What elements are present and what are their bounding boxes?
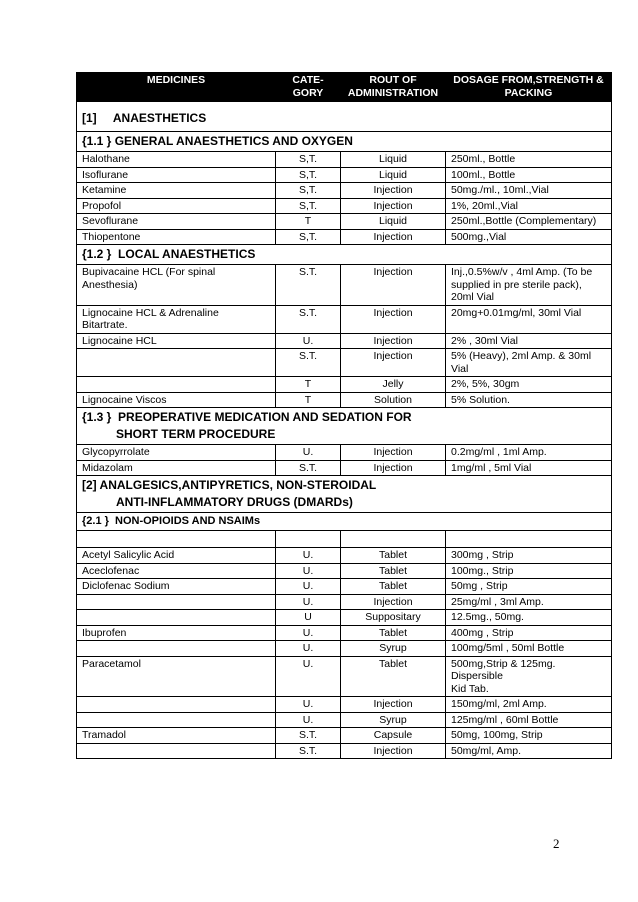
table-row bbox=[77, 712, 612, 728]
medicine-name-cell: Midazolam bbox=[77, 460, 276, 476]
route-cell: Injection bbox=[341, 594, 446, 610]
route-cell: Injection bbox=[341, 697, 446, 713]
route-cell: Liquid bbox=[341, 167, 446, 183]
route-cell: Syrup bbox=[341, 641, 446, 657]
category-cell: U. bbox=[276, 594, 341, 610]
medicines-table bbox=[76, 72, 612, 759]
category-cell: U. bbox=[276, 697, 341, 713]
route-cell: Injection bbox=[341, 229, 446, 245]
table-row bbox=[77, 167, 612, 183]
dosage-cell: 25mg/ml , 3ml Amp. bbox=[446, 594, 612, 610]
subsection-heading: {2.1 } NON-OPIOIDS AND NSAIMs bbox=[77, 513, 612, 531]
subsection-row bbox=[77, 513, 612, 531]
table-row bbox=[77, 641, 612, 657]
route-cell: Liquid bbox=[341, 152, 446, 168]
spacer-cell bbox=[276, 531, 341, 548]
category-cell: T bbox=[276, 392, 341, 408]
header-medicines: MEDICINES bbox=[77, 73, 276, 102]
route-cell: Suppositary bbox=[341, 610, 446, 626]
route-cell: Injection bbox=[341, 305, 446, 333]
section-row bbox=[77, 476, 612, 513]
table-row bbox=[77, 349, 612, 377]
table-row bbox=[77, 198, 612, 214]
category-cell: S.T. bbox=[276, 305, 341, 333]
dosage-cell: 5% (Heavy), 2ml Amp. & 30ml Vial bbox=[446, 349, 612, 377]
table-row bbox=[77, 579, 612, 595]
dosage-cell: 500mg.,Vial bbox=[446, 229, 612, 245]
spacer-cell bbox=[446, 531, 612, 548]
route-cell: Tablet bbox=[341, 548, 446, 564]
medicine-name-cell bbox=[77, 349, 276, 377]
category-cell: S.T. bbox=[276, 460, 341, 476]
local-anaesthetics-group bbox=[77, 265, 612, 408]
category-cell: U. bbox=[276, 333, 341, 349]
spacer-cell bbox=[341, 531, 446, 548]
table-row bbox=[77, 610, 612, 626]
medicine-name-cell: Ibuprofen bbox=[77, 625, 276, 641]
category-cell: U. bbox=[276, 641, 341, 657]
medicine-name-cell: Acetyl Salicylic Acid bbox=[77, 548, 276, 564]
section-row bbox=[77, 132, 612, 152]
dosage-cell: 0.2mg/ml , 1ml Amp. bbox=[446, 445, 612, 461]
route-cell: Syrup bbox=[341, 712, 446, 728]
route-cell: Tablet bbox=[341, 563, 446, 579]
medicine-name-cell: Isoflurane bbox=[77, 167, 276, 183]
table-row bbox=[77, 152, 612, 168]
category-cell: S,T. bbox=[276, 152, 341, 168]
route-cell: Injection bbox=[341, 198, 446, 214]
header-route: ROUT OF ADMINISTRATION bbox=[341, 73, 446, 102]
page-number: 2 bbox=[553, 836, 560, 851]
route-cell: Solution bbox=[341, 392, 446, 408]
route-cell: Injection bbox=[341, 183, 446, 199]
table-row bbox=[77, 548, 612, 564]
medicine-name-cell: Aceclofenac bbox=[77, 563, 276, 579]
category-cell: U. bbox=[276, 712, 341, 728]
header-dosage: DOSAGE FROM,STRENGTH & PACKING bbox=[446, 73, 612, 102]
section-heading-line2: SHORT TERM PROCEDURE bbox=[116, 427, 276, 441]
medicine-name-cell: Lignocaine HCL & Adrenaline Bitartrate. bbox=[77, 305, 276, 333]
table-row bbox=[77, 183, 612, 199]
dosage-cell: 2%, 5%, 30gm bbox=[446, 377, 612, 393]
section-heading-line2: ANTI-INFLAMMATORY DRUGS (DMARDs) bbox=[116, 495, 353, 509]
route-cell: Injection bbox=[341, 460, 446, 476]
route-cell: Injection bbox=[341, 265, 446, 306]
header-category: CATE- GORY bbox=[276, 73, 341, 102]
section-heading bbox=[77, 476, 612, 513]
table-row bbox=[77, 625, 612, 641]
table-row bbox=[77, 563, 612, 579]
medicine-name-cell bbox=[77, 641, 276, 657]
dosage-cell: 50mg, 100mg, Strip bbox=[446, 728, 612, 744]
table-row bbox=[77, 743, 612, 759]
medicine-name-cell: Diclofenac Sodium bbox=[77, 579, 276, 595]
category-cell: S,T. bbox=[276, 198, 341, 214]
route-cell: Tablet bbox=[341, 579, 446, 595]
table-row bbox=[77, 460, 612, 476]
medicine-name-cell: Bupivacaine HCL (For spinal Anesthesia) bbox=[77, 265, 276, 306]
medicine-name-cell: Sevoflurane bbox=[77, 214, 276, 230]
section-heading: {1.2 } LOCAL ANAESTHETICS bbox=[77, 245, 612, 265]
spacer-cell bbox=[77, 531, 276, 548]
route-cell: Injection bbox=[341, 743, 446, 759]
medicine-name-cell: Lignocaine HCL bbox=[77, 333, 276, 349]
route-cell: Liquid bbox=[341, 214, 446, 230]
table-row bbox=[77, 333, 612, 349]
medicine-name-cell bbox=[77, 743, 276, 759]
dosage-cell: 2% , 30ml Vial bbox=[446, 333, 612, 349]
category-cell: S,T. bbox=[276, 167, 341, 183]
medicine-name-cell: Thiopentone bbox=[77, 229, 276, 245]
category-cell: U. bbox=[276, 563, 341, 579]
dosage-cell: 1mg/ml , 5ml Vial bbox=[446, 460, 612, 476]
section-row bbox=[77, 245, 612, 265]
general-anaesthetics-group bbox=[77, 152, 612, 245]
dosage-cell: 1%, 20ml.,Vial bbox=[446, 198, 612, 214]
route-cell: Injection bbox=[341, 349, 446, 377]
route-cell: Tablet bbox=[341, 656, 446, 697]
section-row bbox=[77, 408, 612, 445]
dosage-cell: 300mg , Strip bbox=[446, 548, 612, 564]
medicine-name-cell: Ketamine bbox=[77, 183, 276, 199]
section-row bbox=[77, 102, 612, 132]
table-row bbox=[77, 594, 612, 610]
dosage-cell: 12.5mg., 50mg. bbox=[446, 610, 612, 626]
medicine-name-cell: Propofol bbox=[77, 198, 276, 214]
dosage-cell: 400mg , Strip bbox=[446, 625, 612, 641]
section-heading-line1: {1.3 } PREOPERATIVE MEDICATION AND SEDATION FOR bbox=[82, 410, 412, 424]
dosage-cell: 150mg/ml, 2ml Amp. bbox=[446, 697, 612, 713]
dosage-cell: 50mg/ml, Amp. bbox=[446, 743, 612, 759]
dosage-cell: 500mg,Strip & 125mg. Dispersible Kid Tab. bbox=[446, 656, 612, 697]
route-cell: Injection bbox=[341, 333, 446, 349]
category-cell: U. bbox=[276, 656, 341, 697]
table-row bbox=[77, 305, 612, 333]
dosage-cell: 20mg+0.01mg/ml, 30ml Vial bbox=[446, 305, 612, 333]
table-row bbox=[77, 265, 612, 306]
medicine-name-cell: Paracetamol bbox=[77, 656, 276, 697]
table-row bbox=[77, 392, 612, 408]
table-row bbox=[77, 445, 612, 461]
category-cell: S.T. bbox=[276, 349, 341, 377]
non-opioids-group bbox=[77, 548, 612, 759]
category-cell: U. bbox=[276, 445, 341, 461]
category-cell: S.T. bbox=[276, 265, 341, 306]
section-heading: {1.1 } GENERAL ANAESTHETICS AND OXYGEN bbox=[77, 132, 612, 152]
dosage-cell: 50mg./ml., 10ml.,Vial bbox=[446, 183, 612, 199]
category-cell: U. bbox=[276, 625, 341, 641]
dosage-cell: 100mg/5ml , 50ml Bottle bbox=[446, 641, 612, 657]
spacer-row bbox=[77, 531, 612, 548]
route-cell: Tablet bbox=[341, 625, 446, 641]
dosage-cell: 5% Solution. bbox=[446, 392, 612, 408]
table-row bbox=[77, 214, 612, 230]
category-cell: T bbox=[276, 214, 341, 230]
dosage-cell: 125mg/ml , 60ml Bottle bbox=[446, 712, 612, 728]
category-cell: S,T. bbox=[276, 229, 341, 245]
category-cell: U. bbox=[276, 579, 341, 595]
route-cell: Capsule bbox=[341, 728, 446, 744]
section-heading-line1: [2] ANALGESICS,ANTIPYRETICS, NON-STEROIDAL bbox=[82, 478, 377, 492]
dosage-cell: 250ml.,Bottle (Complementary) bbox=[446, 214, 612, 230]
section-heading: [1] ANAESTHETICS bbox=[77, 102, 612, 132]
medicine-name-cell: Halothane bbox=[77, 152, 276, 168]
dosage-cell: 100ml., Bottle bbox=[446, 167, 612, 183]
category-cell: T bbox=[276, 377, 341, 393]
medicine-name-cell: Glycopyrrolate bbox=[77, 445, 276, 461]
medicine-name-cell bbox=[77, 712, 276, 728]
dosage-cell: 50mg , Strip bbox=[446, 579, 612, 595]
medicine-name-cell: Tramadol bbox=[77, 728, 276, 744]
section-heading bbox=[77, 408, 612, 445]
route-cell: Injection bbox=[341, 445, 446, 461]
preoperative-group bbox=[77, 445, 612, 476]
category-cell: S.T. bbox=[276, 728, 341, 744]
dosage-cell: 250ml., Bottle bbox=[446, 152, 612, 168]
category-cell: S.T. bbox=[276, 743, 341, 759]
route-cell: Jelly bbox=[341, 377, 446, 393]
dosage-cell: 100mg., Strip bbox=[446, 563, 612, 579]
category-cell: U. bbox=[276, 548, 341, 564]
table-row bbox=[77, 229, 612, 245]
medicine-name-cell: Lignocaine Viscos bbox=[77, 392, 276, 408]
medicine-name-cell bbox=[77, 697, 276, 713]
table-row bbox=[77, 377, 612, 393]
dosage-cell: Inj.,0.5%w/v , 4ml Amp. (To be supplied in pre sterile pack), 20ml Vial bbox=[446, 265, 612, 306]
medicine-name-cell bbox=[77, 610, 276, 626]
medicine-name-cell bbox=[77, 377, 276, 393]
medicine-name-cell bbox=[77, 594, 276, 610]
table-row bbox=[77, 697, 612, 713]
table-row bbox=[77, 656, 612, 697]
category-cell: U bbox=[276, 610, 341, 626]
category-cell: S,T. bbox=[276, 183, 341, 199]
table-row bbox=[77, 728, 612, 744]
header-row bbox=[77, 73, 612, 102]
